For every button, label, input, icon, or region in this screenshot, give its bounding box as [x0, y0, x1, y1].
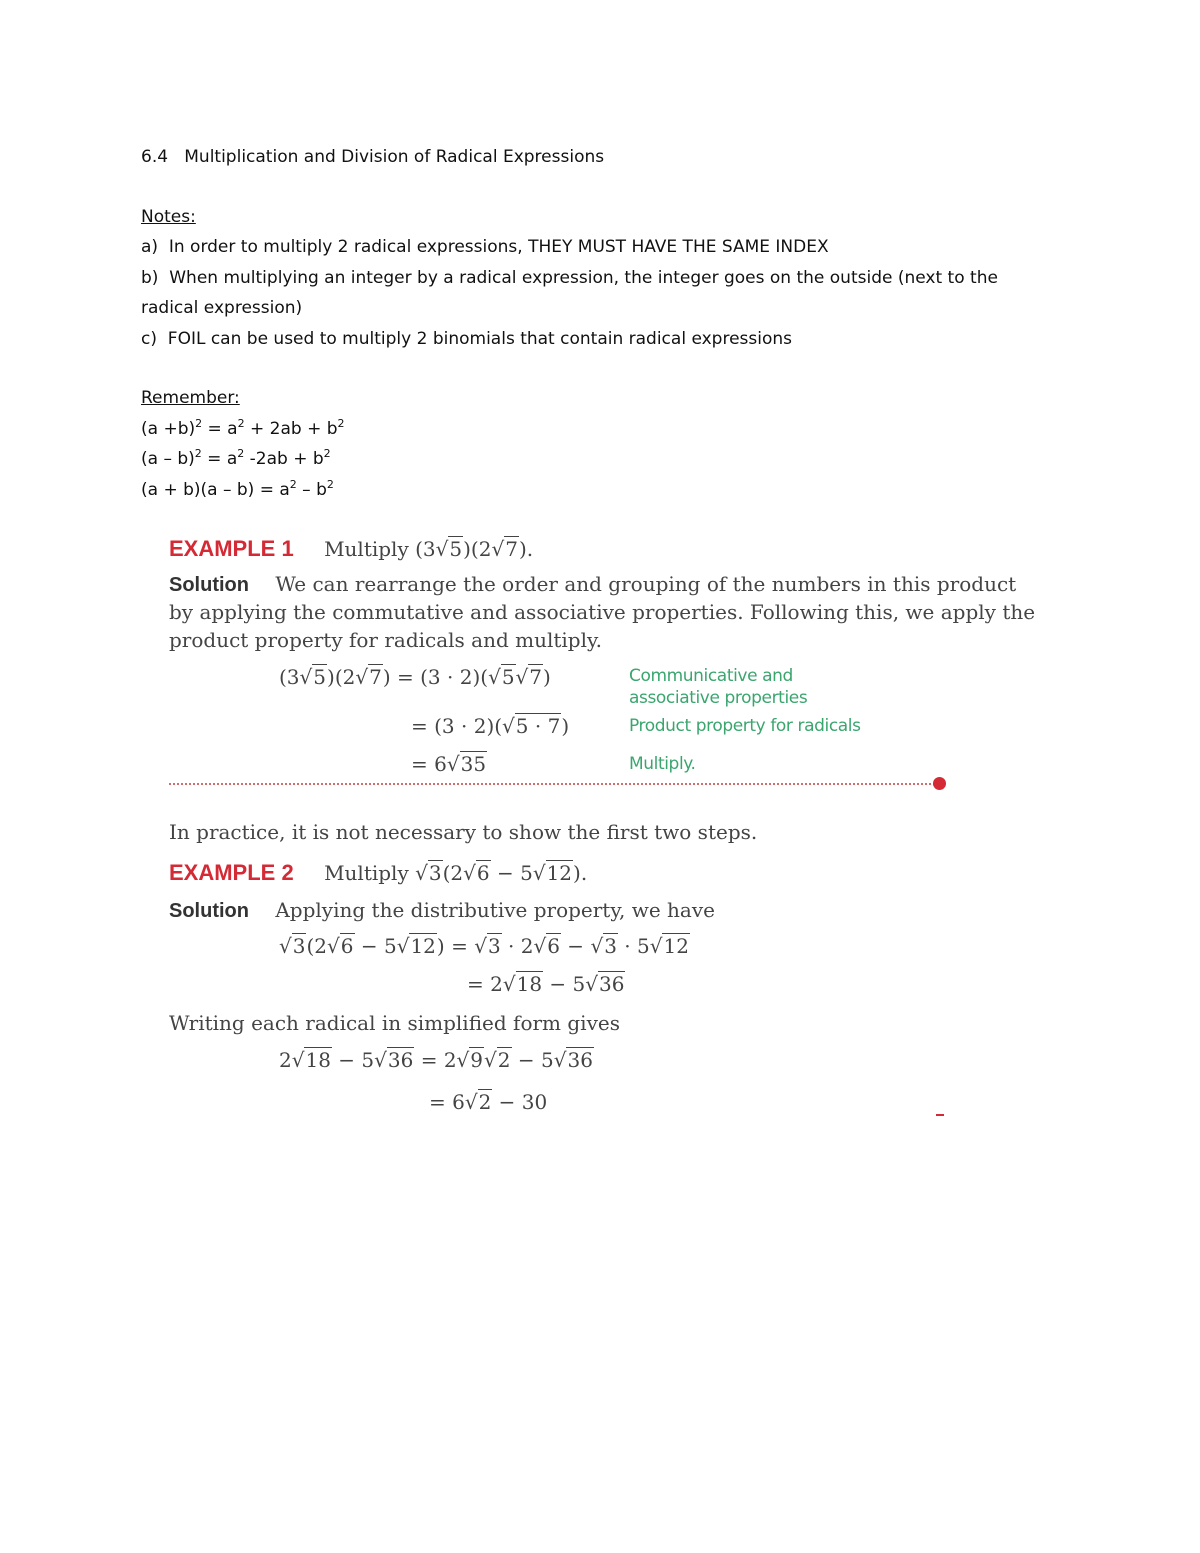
divider-dot	[933, 777, 946, 790]
example1-expression: (3√5)(2√7).	[415, 537, 534, 561]
example1-solution-line2: by applying the commutative and associative properties. Following this, we apply the	[169, 600, 1036, 624]
example2-solution-label: Solution	[169, 900, 249, 922]
example1-solution-label: Solution	[169, 574, 249, 596]
example1-note-3: Multiply.	[629, 754, 696, 774]
formula-1: $(a +b)^2 = a^2 + 2ab + b^2$	[141, 416, 345, 439]
example1-note-1b: associative properties	[629, 688, 808, 708]
notes-section	[141, 142, 1041, 505]
formula-3: $(a + b)(a - b) = a^2 - b^2$	[141, 477, 334, 500]
practice-note: In practice, it is not necessary to show the first two steps.	[169, 820, 758, 844]
end-mark	[936, 1114, 944, 1116]
remember-heading: Remember:	[141, 388, 240, 408]
example1-step1: (3√5)(2√7) = (3 · 2)(√5√7)	[279, 665, 551, 689]
example1-step3: = 6√35	[411, 752, 487, 776]
example2-expression: √3(2√6 − 5√12).	[415, 861, 588, 885]
note-a: a) In order to multiply 2 radical expressions, THEY MUST HAVE THE SAME INDEX	[141, 237, 829, 257]
example1-step2: = (3 · 2)(√5 · 7)	[411, 714, 570, 738]
example1-prompt: Multiply	[324, 537, 409, 561]
example2-solution-line1: Solution Applying the distributive property, we have	[169, 898, 715, 922]
example2-step2: = 2√18 − 5√36	[467, 972, 625, 996]
example2-prompt: Multiply	[324, 861, 409, 885]
page-title: 6.4 Multiplication and Division of Radical Expressions	[141, 147, 605, 167]
example1-solution-line1: Solution We can rearrange the order and grouping of the numbers in this product	[169, 572, 1017, 596]
example2-step3: 2√18 − 5√36 = 2√9√2 − 5√36	[279, 1048, 593, 1072]
example1-note-2: Product property for radicals	[629, 716, 861, 736]
note-c: c) FOIL can be used to multiply 2 binomials that contain radical expressions	[141, 328, 793, 349]
example2-step1: √3(2√6 − 5√12) = √3 · 2√6 − √3 · 5√12	[279, 934, 689, 958]
example1-note-1a: Communicative and	[629, 666, 793, 686]
example2-label: EXAMPLE 2	[169, 860, 294, 885]
example1-label: EXAMPLE 1	[169, 536, 294, 561]
notes-heading: Notes:	[141, 206, 196, 227]
divider	[169, 783, 939, 785]
example2-header	[169, 860, 587, 886]
formula-2: $(a - b)^2 = a^2$ $-2ab + b^2$	[141, 447, 331, 469]
note-b: b) When multiplying an integer by a radical expression, the integer goes on the outside (next to the radical expression)	[141, 267, 1004, 318]
example2-simplify-text: Writing each radical in simplified form gives	[169, 1011, 620, 1035]
example2-step4: = 6√2 − 30	[429, 1090, 548, 1114]
example1-solution-line3: product property for radicals and multiply.	[169, 628, 603, 652]
example1-header	[169, 536, 533, 562]
